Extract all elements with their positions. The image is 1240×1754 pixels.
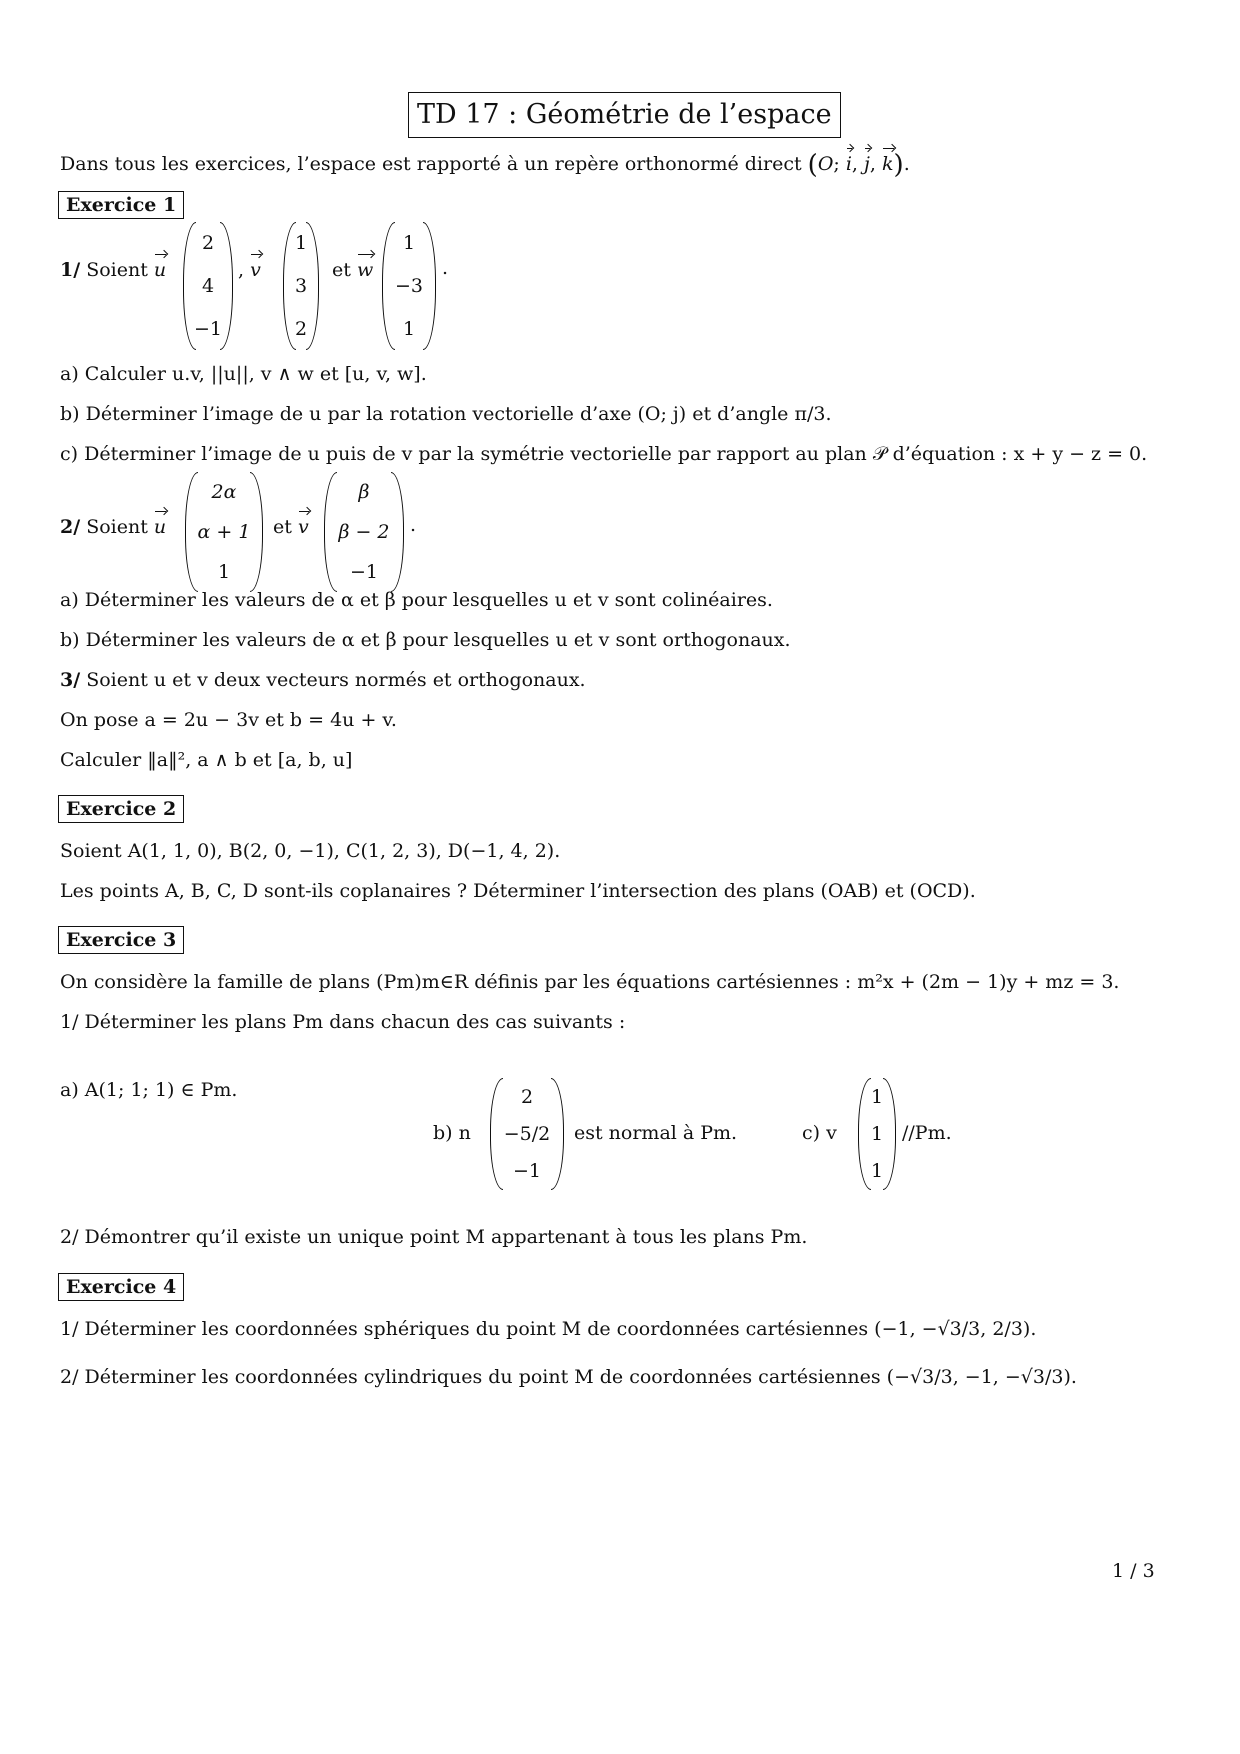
exercise-4-label: Exercice 4 bbox=[58, 1273, 184, 1301]
ex1-q2-v-y: β − 2 bbox=[338, 521, 390, 543]
ex1-u-y: 4 bbox=[201, 274, 215, 297]
ex1-q2-et: et bbox=[273, 516, 292, 538]
ex3-b-prefix: b) n bbox=[433, 1122, 471, 1144]
ex1-q2-a: a) Déterminer les valeurs de α et β pour lesquelles u et v sont colinéaires. bbox=[60, 589, 773, 611]
ex1-q2-u-y: α + 1 bbox=[197, 521, 251, 543]
ex2-line1: Soient A(1, 1, 0), B(2, 0, −1), C(1, 2, 3), D(−1, 4, 2). bbox=[60, 840, 561, 862]
ex2-line2: Les points A, B, C, D sont-ils coplanaires ? Déterminer l’intersection des plans (OAB) et (OCD). bbox=[60, 880, 976, 902]
ex1-q2-soient: Soient bbox=[86, 516, 148, 538]
page-title: TD 17 : Géométrie de l’espace bbox=[408, 92, 841, 138]
ex4-q2: 2/ Déterminer les coordonnées cylindriques du point M de coordonnées cartésiennes (−√3/3, −1, −√3/3). bbox=[60, 1366, 1077, 1388]
exercise-2-label: Exercice 2 bbox=[58, 795, 184, 823]
ex1-q2-v-z: −1 bbox=[349, 561, 378, 583]
ex3-b-suffix: est normal à Pm. bbox=[574, 1122, 738, 1144]
ex1-q1-b: b) Déterminer l’image de u par la rotation vectorielle d’axe (O; j) et d’angle π/3. bbox=[60, 403, 832, 425]
ex1-q3-line1 bbox=[60, 669, 586, 691]
ex3-n-vector bbox=[490, 1078, 564, 1190]
document-page: TD 17 : Géométrie de l’espace Dans tous les exercices, l’espace est rapporté à un repère orthonormé direct (O; i, j, k). Exercice 1 1/ Soient u 2 4 −1 , v 1 3 2 et w 1 −3 1 . a) Calculer u.v, ||u||, v ∧ w et [u, v, w]. b) Déterminer l’image de u par la rotation vectorielle d’axe (O; j) et d’angle π/3. c) Déterminer l’image de u puis de v par la symétrie vectorielle par rapport au plan 𝒫 d’équation : x + y − z = 0. 2/ Soient u 2α α + 1 1 et v β β − 2 −1 . a) Déterminer les valeurs de α et β pour lesquelles u et v sont colinéaires. b) Déterminer les valeurs de α et β pour lesquelles u et v sont orthogonaux. 3/ Soient u et v deux vecteurs normés et orthogonaux. On pose a = 2u − 3v et b = 4u + v. Calculer ‖a‖², a ∧ b et [a, b, u] Exercice 2 Soient A(1, 1, 0), B(2, 0, −1), C(1, 2, 3), D(−1, 4, 2). Les points A, B, C, D sont-ils coplanaires ? Déterminer l’intersection des plans (OAB) et (OCD). Exercice 3 On considère la famille de plans (Pm)m∈R définis par les équations cartésiennes : m²x + (2m − 1)y + mz = 3. 1/ Déterminer les plans Pm dans chacun des cas suivants : a) A(1; 1; 1) ∈ Pm. b) n 2 −5/2 −1 est normal à Pm. c) v 1 1 1 //Pm. 2/ Démontrer qu’il existe un unique point M appartenant à tous les plans Pm. Exercice 4 1/ Déterminer les coordonnées sphériques du point M de coordonnées cartésiennes (−1, −√3/3, 2/3). 2/ Déterminer les coordonnées cylindriques du point M de coordonnées cartésiennes (−√3/3, −1, −√3/3). 1 / 3 bbox=[0, 0, 1240, 1754]
ex1-q2-v-x: β bbox=[358, 481, 370, 503]
ex1-u-z: −1 bbox=[193, 317, 222, 340]
ex3-a: a) A(1; 1; 1) ∈ Pm. bbox=[60, 1079, 238, 1101]
ex1-w-y: −3 bbox=[394, 274, 423, 297]
ex1-q1-soient: Soient bbox=[86, 259, 148, 281]
ex3-line1: On considère la famille de plans (Pm)m∈R définis par les équations cartésiennes : m²x + (2m − 1)y + mz = 3. bbox=[60, 971, 1120, 993]
ex1-q2-u-z: 1 bbox=[217, 561, 231, 583]
ex1-v-z: 2 bbox=[294, 317, 308, 340]
ex3-n-y: −5/2 bbox=[503, 1122, 551, 1145]
page-number: 1 / 3 bbox=[1112, 1560, 1155, 1582]
ex3-q1: 1/ Déterminer les plans Pm dans chacun des cas suivants : bbox=[60, 1011, 626, 1033]
ex3-n-z: −1 bbox=[512, 1160, 541, 1183]
ex3-v-y: 1 bbox=[870, 1122, 884, 1145]
ex3-v-vector bbox=[858, 1078, 896, 1190]
ex1-q3-line3: Calculer ‖a‖², a ∧ b et [a, b, u] bbox=[60, 749, 353, 771]
exercise-1-label: Exercice 1 bbox=[58, 191, 184, 219]
ex3-n-x: 2 bbox=[520, 1085, 534, 1108]
ex1-q2-intro: 2/ Soient u bbox=[60, 516, 167, 538]
ex4-q1: 1/ Déterminer les coordonnées sphériques du point M de coordonnées cartésiennes (−1, −√3/3, 2/3). bbox=[60, 1318, 1037, 1340]
ex1-q2-number: 2/ bbox=[60, 516, 81, 538]
ex1-q3-number: 3/ bbox=[60, 669, 81, 691]
ex1-q2-b: b) Déterminer les valeurs de α et β pour lesquelles u et v sont orthogonaux. bbox=[60, 629, 791, 651]
ex1-q2-u-vector bbox=[185, 472, 263, 592]
ex1-q1-c: c) Déterminer l’image de u puis de v par la symétrie vectorielle par rapport au plan 𝒫 d’équation : x + y − z = 0. bbox=[60, 443, 1148, 465]
exercise-3-label: Exercice 3 bbox=[58, 926, 184, 954]
ex1-w-x: 1 bbox=[402, 232, 416, 255]
ex3-v-z: 1 bbox=[870, 1160, 884, 1183]
ex1-v-x: 1 bbox=[294, 232, 308, 255]
ex1-q1-intro: 1/ Soient u bbox=[60, 259, 167, 281]
ex1-q1-et: et bbox=[332, 259, 351, 281]
ex1-q3-line2: On pose a = 2u − 3v et b = 4u + v. bbox=[60, 709, 397, 731]
ex1-w-vector bbox=[382, 222, 436, 350]
intro-sentence: Dans tous les exercices, l’espace est rapporté à un repère orthonormé direct bbox=[60, 153, 802, 175]
ex1-q1-number: 1/ bbox=[60, 259, 81, 281]
ex1-v-vector bbox=[283, 222, 319, 350]
ex1-u-x: 2 bbox=[201, 232, 215, 255]
ex1-q1-a: a) Calculer u.v, ||u||, v ∧ w et [u, v, w]. bbox=[60, 363, 427, 385]
ex1-w-z: 1 bbox=[402, 317, 416, 340]
ex3-c-suffix: //Pm. bbox=[902, 1122, 952, 1144]
ex1-q3-text1: Soient u et v deux vecteurs normés et orthogonaux. bbox=[86, 669, 586, 691]
ex1-q2-u-x: 2α bbox=[211, 481, 237, 503]
ex3-c-prefix: c) v bbox=[802, 1122, 837, 1144]
ex1-q2-v-vector bbox=[324, 472, 404, 592]
ex3-q2: 2/ Démontrer qu’il existe un unique point M appartenant à tous les plans Pm. bbox=[60, 1226, 808, 1248]
intro-text: Dans tous les exercices, l’espace est rapporté à un repère orthonormé direct (O; i, j, k). bbox=[60, 150, 910, 180]
ex3-v-x: 1 bbox=[870, 1085, 884, 1108]
ex1-v-y: 3 bbox=[294, 274, 308, 297]
ex1-u-vector bbox=[183, 222, 233, 350]
